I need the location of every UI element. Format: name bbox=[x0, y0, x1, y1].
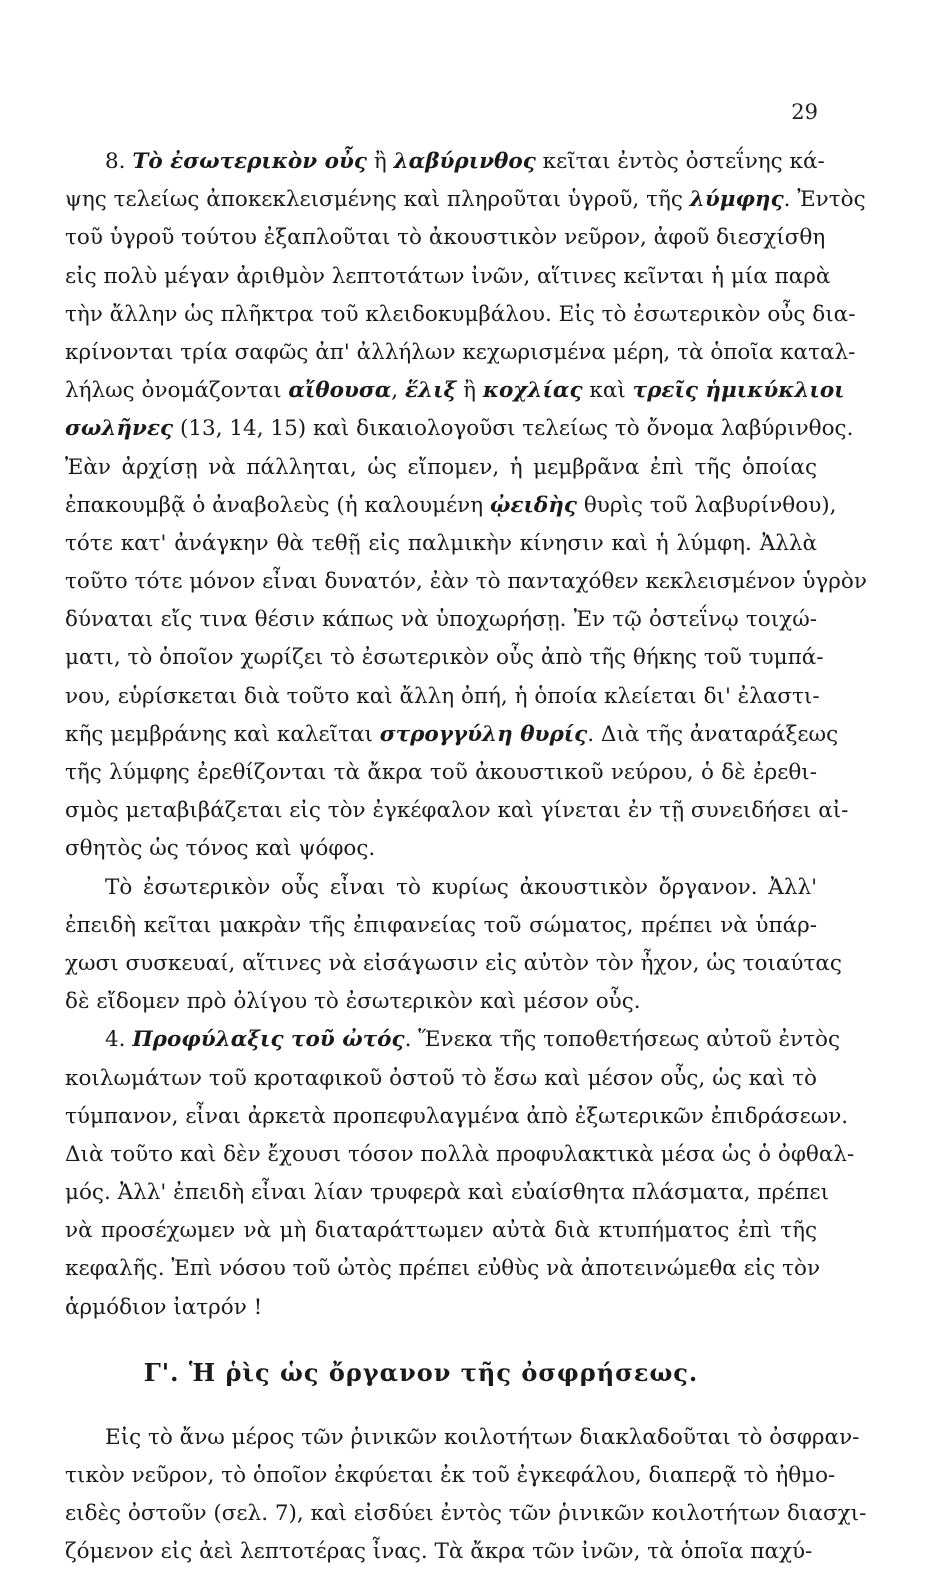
text-line bbox=[65, 525, 817, 563]
text-run: ἢ bbox=[367, 149, 394, 174]
text-run: τικὸν νεῦρον, τὸ ὁποῖον ἐκφύεται ἐκ τοῦ ἐγκεφάλου, διαπερᾷ τὸ ἠθμο- bbox=[65, 1463, 836, 1488]
text-line bbox=[65, 1457, 836, 1495]
emphasized-term: αἴθουσα bbox=[288, 378, 392, 404]
emphasized-term: ᾠειδὴς bbox=[489, 492, 577, 518]
text-run: ειδὲς ὀστοῦν (σελ. 7), καὶ εἰσδύει ἐντὸς τῶν ῥινικῶν κοιλοτήτων διασχι- bbox=[65, 1501, 867, 1527]
text-run: χωσι συσκευαί, αἵτινες νὰ εἰσάγωσιν εἰς αὐτὸν τὸν ἦχον, ὡς τοιαύτας bbox=[65, 950, 842, 976]
text-line bbox=[65, 296, 856, 334]
text-run: σμὸς μεταβιβάζεται εἰς τὸν ἐγκέφαλον καὶ γίνεται ἐν τῇ συνειδήσει αἰ- bbox=[65, 798, 849, 824]
text-run: ἐπειδὴ κεῖται μακρὰν τῆς ἐπιφανείας τοῦ σώματος, πρέπει νὰ ὑπάρ- bbox=[65, 912, 817, 938]
text-line bbox=[65, 334, 856, 372]
text-run: ἢ bbox=[456, 378, 483, 404]
text-run: ζόμενον εἰς ἀεὶ λεπτοτέρας ἶνας. Τὰ ἄκρα τῶν ἰνῶν, τὰ ὁποῖα παχύ- bbox=[65, 1539, 813, 1565]
text-run: ἁρμόδιον ἰατρόν ! bbox=[65, 1294, 263, 1320]
text-run: κρίνονται τρία σαφῶς ἀπ' ἀλλήλων κεχωρισμένα μέρη, τὰ ὁποῖα καταλ- bbox=[65, 339, 856, 365]
text-run: νὰ προσέχωμεν νὰ μὴ διαταράττωμεν αὐτὰ διὰ κτυπήματος ἐπὶ τῆς bbox=[65, 1218, 817, 1244]
text-run: μός. Ἀλλ' ἐπειδὴ εἶναι λίαν τρυφερὰ καὶ εὐαίσθητα πλάσματα, πρέπει bbox=[65, 1180, 829, 1206]
text-line bbox=[65, 945, 842, 983]
text-run: λήλως ὀνομάζονται bbox=[65, 378, 289, 404]
emphasized-term: Τὸ ἐσωτερικὸν οὖς bbox=[132, 149, 368, 174]
text-run: τὴν ἄλλην ὡς πλῆκτρα τοῦ κλειδοκυμβάλου. Εἰς τὸ ἐσωτερικὸν οὖς δια- bbox=[65, 301, 856, 327]
text-line bbox=[65, 181, 866, 219]
text-line bbox=[65, 1419, 860, 1457]
text-run: εἰς πολὺ μέγαν ἀριθμὸν λεπτοτάτων ἰνῶν, αἵτινες κεῖνται ἡ μία παρὰ bbox=[65, 263, 831, 289]
text-line bbox=[65, 983, 817, 1021]
page-number: 29 bbox=[791, 100, 818, 124]
paragraph-nose bbox=[65, 1419, 867, 1572]
text-run: θυρὶς τοῦ λαβυρίνθου), bbox=[576, 492, 837, 518]
text-line bbox=[65, 563, 867, 601]
text-run: κεῖται ἐντὸς ὀστεΐνης κά- bbox=[535, 149, 825, 174]
text-run: κοιλωμάτων τοῦ κροταφικοῦ ὀστοῦ τὸ ἔσω καὶ μέσον οὖς, ὡς καὶ τὸ bbox=[65, 1065, 817, 1091]
emphasized-term: ἕλιξ bbox=[404, 378, 457, 404]
text-line bbox=[65, 1250, 821, 1288]
text-run: δύναται εἴς τινα θέσιν κάπως νὰ ὑποχωρήσῃ. Ἐν τῷ ὀστεΐνῳ τοιχώ- bbox=[65, 607, 817, 633]
text-line bbox=[65, 1060, 817, 1098]
paragraph-ear-protection bbox=[65, 1021, 855, 1327]
text-run: τοῦ ὑγροῦ τούτου ἐξαπλοῦται τὸ ἀκουστικὸν νεῦρον, ἀφοῦ διεσχίσθη bbox=[65, 225, 826, 251]
text-line bbox=[65, 1289, 817, 1327]
emphasized-term: στρογγύλη θυρίς bbox=[379, 721, 588, 747]
text-run: τοῦτο τότε μόνον εἶναι δυνατόν, ἐὰν τὸ πανταχόθεν κεκλεισμένον ὑγρὸν bbox=[65, 569, 867, 595]
text-line bbox=[65, 907, 817, 945]
text-run: ψης τελείως ἀποκεκλεισμένης καὶ πληροῦται ὑγροῦ, τῆς bbox=[65, 187, 690, 213]
text-line bbox=[65, 219, 826, 257]
text-run: ματι, τὸ ὁποῖον χωρίζει τὸ ἐσωτερικὸν οὖς ἀπὸ τῆς θήκης τοῦ τυμπά- bbox=[65, 645, 824, 671]
text-run: (13, 14, 15) καὶ δικαιολογοῦσι τελείως τὸ ὄνομα λαβύρινθος. bbox=[173, 416, 854, 442]
text-line bbox=[65, 830, 817, 868]
text-line bbox=[65, 1021, 840, 1059]
text-run: ἐπακουμβᾷ ὁ ἀναβολεὺς (ἡ καλουμένη bbox=[65, 492, 490, 518]
text-line bbox=[65, 487, 837, 525]
text-line bbox=[65, 143, 825, 181]
text-line bbox=[65, 449, 817, 487]
text-run: Τὸ ἐσωτερικὸν οὖς εἶναι τὸ κυρίως ἀκουστικὸν ὄργανον. Ἀλλ' bbox=[105, 874, 817, 900]
text-run: κεφαλῆς. Ἐπὶ νόσου τοῦ ὠτὸς πρέπει εὐθὺς νὰ ἀποτεινώμεθα εἰς τὸν bbox=[65, 1256, 821, 1282]
paragraph-inner-ear bbox=[65, 143, 867, 869]
text-run: δὲ εἴδομεν πρὸ ὀλίγου τὸ ἐσωτερικὸν καὶ μέσον οὖς. bbox=[65, 989, 641, 1015]
text-line bbox=[65, 869, 817, 907]
text-line bbox=[65, 1495, 867, 1533]
text-run: καὶ bbox=[582, 378, 633, 404]
text-run: Εἰς τὸ ἄνω μέρος τῶν ῥινικῶν κοιλοτήτων διακλαδοῦται τὸ ὀσφραν- bbox=[105, 1424, 860, 1450]
text-run: τῆς λύμφης ἐρεθίζονται τὰ ἄκρα τοῦ ἀκουστικοῦ νεύρου, ὁ δὲ ἐρεθι- bbox=[65, 760, 817, 785]
text-line bbox=[65, 601, 817, 639]
emphasized-term: κοχλίας bbox=[482, 378, 583, 404]
text-run: τύμπανον, εἶναι ἀρκετὰ προπεφυλαγμένα ἀπὸ ἐξωτερικῶν ἐπιδράσεων. bbox=[65, 1103, 849, 1129]
emphasized-term: Προφύλαξις τοῦ ὠτός bbox=[132, 1027, 405, 1053]
text-line bbox=[65, 1098, 849, 1136]
section-heading: Γ'. Ἡ ῥὶς ὡς ὄργανον τῆς ὀσφρήσεως. bbox=[143, 1357, 699, 1387]
text-run: , bbox=[391, 378, 405, 404]
emphasized-term: τρεῖς ἡμικύκλιοι bbox=[632, 378, 845, 404]
text-run: νου, εὑρίσκεται διὰ τοῦτο καὶ ἄλλη ὀπή, ἡ ὁποία κλείεται δι' ἐλαστι- bbox=[65, 683, 820, 709]
text-line bbox=[65, 639, 824, 677]
text-line bbox=[65, 410, 854, 448]
paragraph-inner-ear-organ bbox=[65, 869, 842, 1022]
text-run: . Διὰ τῆς ἀναταράξεως bbox=[587, 721, 839, 747]
emphasized-term: λαβύρινθος bbox=[393, 149, 536, 174]
text-line bbox=[65, 716, 839, 754]
text-run: 4. bbox=[105, 1027, 133, 1053]
page-body bbox=[65, 143, 867, 1572]
text-run: 8. bbox=[105, 149, 133, 174]
text-line bbox=[65, 372, 845, 410]
text-run: τότε κατ' ἀνάγκην θὰ τεθῇ εἰς παλμικὴν κίνησιν καὶ ἡ λύμφη. Ἀλλὰ bbox=[65, 530, 817, 556]
text-line bbox=[65, 754, 817, 792]
text-line bbox=[65, 258, 831, 296]
text-line bbox=[65, 1136, 855, 1174]
text-line bbox=[65, 1212, 817, 1250]
text-run: . Ἐντὸς bbox=[783, 187, 866, 213]
text-line bbox=[65, 1533, 817, 1571]
text-line bbox=[65, 1174, 829, 1212]
text-line bbox=[65, 792, 849, 830]
text-run: Διὰ τοῦτο καὶ δὲν ἔχουσι τόσον πολλὰ προφυλακτικὰ μέσα ὡς ὁ ὀφθαλ- bbox=[65, 1141, 855, 1167]
text-run: . Ἕνεκα τῆς τοποθετήσεως αὐτοῦ ἐντὸς bbox=[404, 1027, 840, 1053]
text-line bbox=[65, 678, 820, 716]
emphasized-term: σωλῆνες bbox=[65, 416, 174, 442]
text-run: σθητὸς ὡς τόνος καὶ ψόφος. bbox=[65, 836, 376, 862]
emphasized-term: λύμφης bbox=[689, 187, 784, 213]
text-run: κῆς μεμβράνης καὶ καλεῖται bbox=[65, 721, 380, 747]
text-run: Ἐὰν ἀρχίσῃ νὰ πάλληται, ὡς εἴπομεν, ἡ μεμβρᾶνα ἐπὶ τῆς ὁποίας bbox=[65, 454, 817, 480]
